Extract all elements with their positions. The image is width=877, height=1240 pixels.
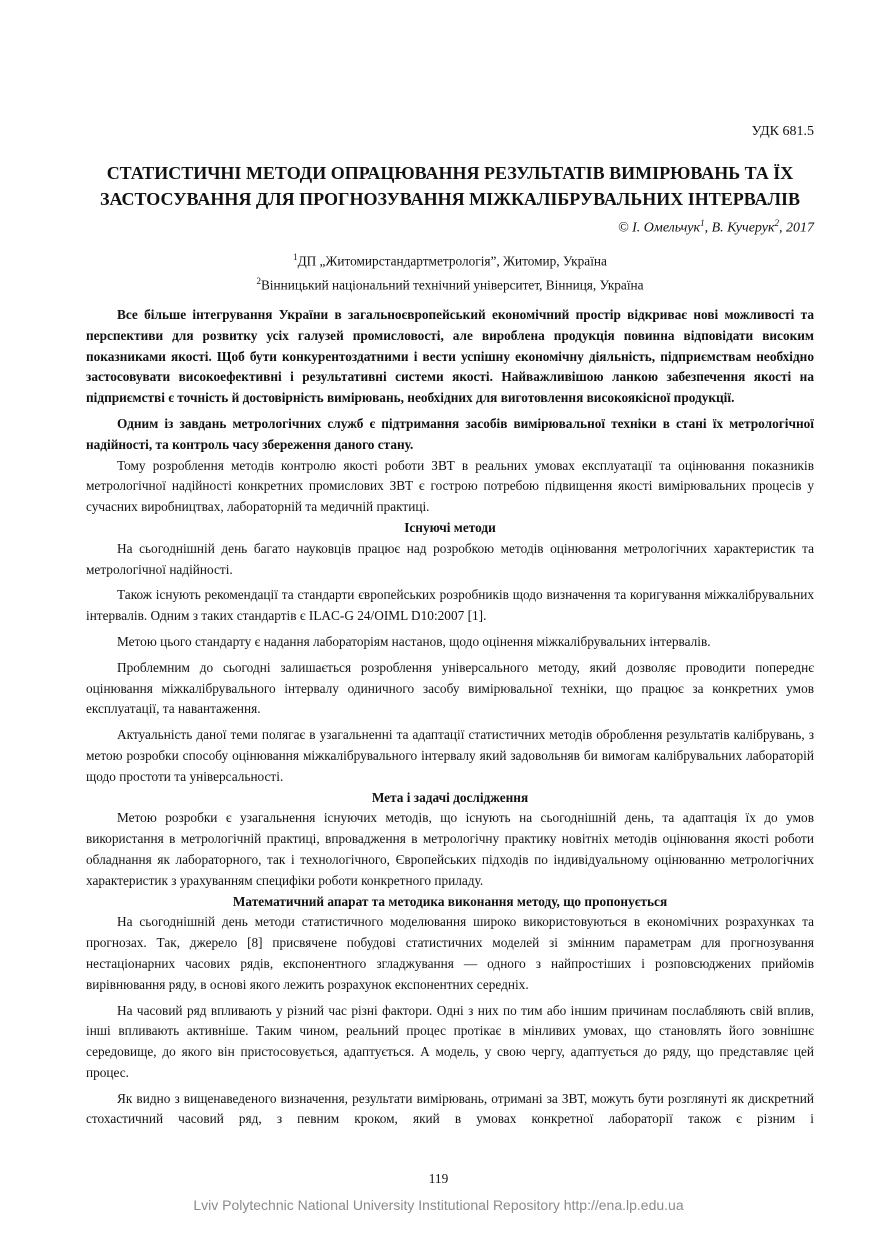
affiliation-2-text: Вінницький національний технічний університет, Вінниця, Україна bbox=[260, 277, 644, 293]
body-paragraph: Проблемним до сьогодні залишається розроблення універсального методу, який дозволяє проводити попереднє оцінювання міжкалібрувального інтервалу одиничного засобу вимірювальної техніки, що працює за конкретних умов експлуатації, та навантаження. bbox=[86, 659, 814, 717]
affiliation-1-mark: 1 bbox=[293, 252, 298, 262]
paper-body bbox=[86, 305, 814, 1130]
body-paragraph: Як видно з вищенаведеного визначення, результати вимірювань, отримані за ЗВТ, можуть бути розглянуті як дискретний стохастичний часовий ряд, з певним кроком, який в умовах конкретної лабораторії також є різним і bbox=[86, 1090, 814, 1127]
section-heading: Мета і задачі дослідження bbox=[371, 789, 529, 805]
udk-code: УДК 681.5 bbox=[751, 124, 814, 139]
author-1: © І. Омельчук bbox=[617, 220, 701, 236]
body-paragraph: Актуальність даної теми полягає в узагальненні та адаптації статистичних методів оброблення результатів калібрувань, з метою розробки способу оцінювання міжкалібрувального інтервалу який задовольняв би вимогам калібрувальних лабораторій щодо простоти та універсальності. bbox=[86, 727, 814, 784]
body-paragraph: Метою розробки є узагальнення існуючих методів, що існують на сьогоднішній день, та адаптація їх до умов використання в метрологічній практиці, впровадження в метрологічну практику новітніх методів оцінювання якості роботи обладнання як лабораторного, так і технологічного, Європейських підходів по індивідуальному оцінюванню метрологічних характеристик з урахуванням специфіки роботи конкретного приладу. bbox=[86, 810, 814, 888]
abstract-paragraph: Одним із завдань метрологічних служб є підтримання засобів вимірювальної техніки в стані їх метрологічної надійності, та контроль часу збереження даного стану. bbox=[86, 415, 814, 452]
affiliation-2-mark: 2 bbox=[256, 276, 261, 287]
author-2: , В. Кучерук bbox=[704, 220, 775, 236]
body-paragraph: На сьогоднішній день методи статистичного моделювання широко використовуються в економічних розрахунках та прогнозах. Так, джерело [8] присвячене побудові статистичних моделей зі змінним параметрам для прогнозування нестаціонарних часових рядів, експонентного згладжування — одного з найпростіших і розповсюджених прийомів вирівнювання ряду, в основі якого лежить розрахунок експонентних середніх. bbox=[86, 914, 814, 992]
section-heading: Математичний апарат та методика виконання методу, що пропонується bbox=[232, 893, 668, 909]
authors-line bbox=[618, 218, 814, 237]
affiliations bbox=[86, 247, 814, 296]
page-number: 119 bbox=[428, 1171, 449, 1186]
author-2-mark: 2 bbox=[774, 218, 779, 228]
copyright-year: , 2017 bbox=[779, 220, 814, 236]
section-heading: Існуючі методи bbox=[404, 519, 496, 535]
body-paragraph: Метою цього стандарту є надання лабораторіям настанов, щодо оцінення міжкалібрувальних інтервалів. bbox=[117, 633, 711, 649]
body-paragraph: На часовий ряд впливають у різний час різні фактори. Одні з них по тим або іншим причинам послабляють свій вплив, інші впливають активніше. Таким чином, реальний процес протікає в мінливих умовах, що становлять його зовнішнє середовище, до якого він пристосовується, адаптується. А модель, у свою чергу, адаптується до ряду, що представляє цей процес. bbox=[86, 1002, 814, 1080]
body-paragraph: Також існують рекомендації та стандарти європейських розробників щодо визначення та коригування міжкалібрувальних інтервалів. Одним з таких стандартів є ILAC-G 24/OIML D10:2007 [1]. bbox=[86, 587, 814, 624]
body-paragraph: На сьогоднішній день багато науковців працює над розробкою методів оцінювання метрологічних характеристик та метрологічної надійності. bbox=[86, 540, 814, 577]
repository-footer: Lviv Polytechnic National University Institutional Repository http://ena.lp.edu.ua bbox=[193, 1197, 684, 1213]
affiliation-1-text: ДП „Житомирстандартметрологія”, Житомир, Україна bbox=[297, 253, 607, 269]
author-1-mark: 1 bbox=[700, 218, 705, 228]
affiliation-2 bbox=[86, 271, 814, 295]
intro-paragraph: Тому розроблення методів контролю якості роботи ЗВТ в реальних умовах експлуатації та оцінювання показників метрологічної надійності конкретних промислових ЗВТ є гострою потребою підвищення якості вимірювальних процесів у сучасних виробництвах, лабораторній та медичній практиці. bbox=[86, 457, 814, 515]
paper-title: СТАТИСТИЧНІ МЕТОДИ ОПРАЦЮВАННЯ РЕЗУЛЬТАТІВ ВИМІРЮВАНЬ ТА ЇХ ЗАСТОСУВАННЯ ДЛЯ ПРОГНОЗУВАННЯ МІЖКАЛІБРУВАЛЬНИХ ІНТЕРВАЛІВ bbox=[99, 163, 801, 209]
affiliation-1 bbox=[86, 247, 814, 271]
abstract-paragraph: Все більше інтегрування України в загальноєвропейський економічний простір відкриває нові можливості та перспективи для розвитку усіх галузей промисловості, але вироблена продукція повинна відповідати високим показниками якості. Щоб бути конкурентоздатними і вести успішну економічну діяльність, підприємствам необхідно застосовувати високоефективні і результативні системи якості. Найважливішою ланкою забезпечення якості на підприємстві є точність й достовірність вимірювань, необхідних для виготовлення високоякісної продукції. bbox=[86, 307, 814, 406]
